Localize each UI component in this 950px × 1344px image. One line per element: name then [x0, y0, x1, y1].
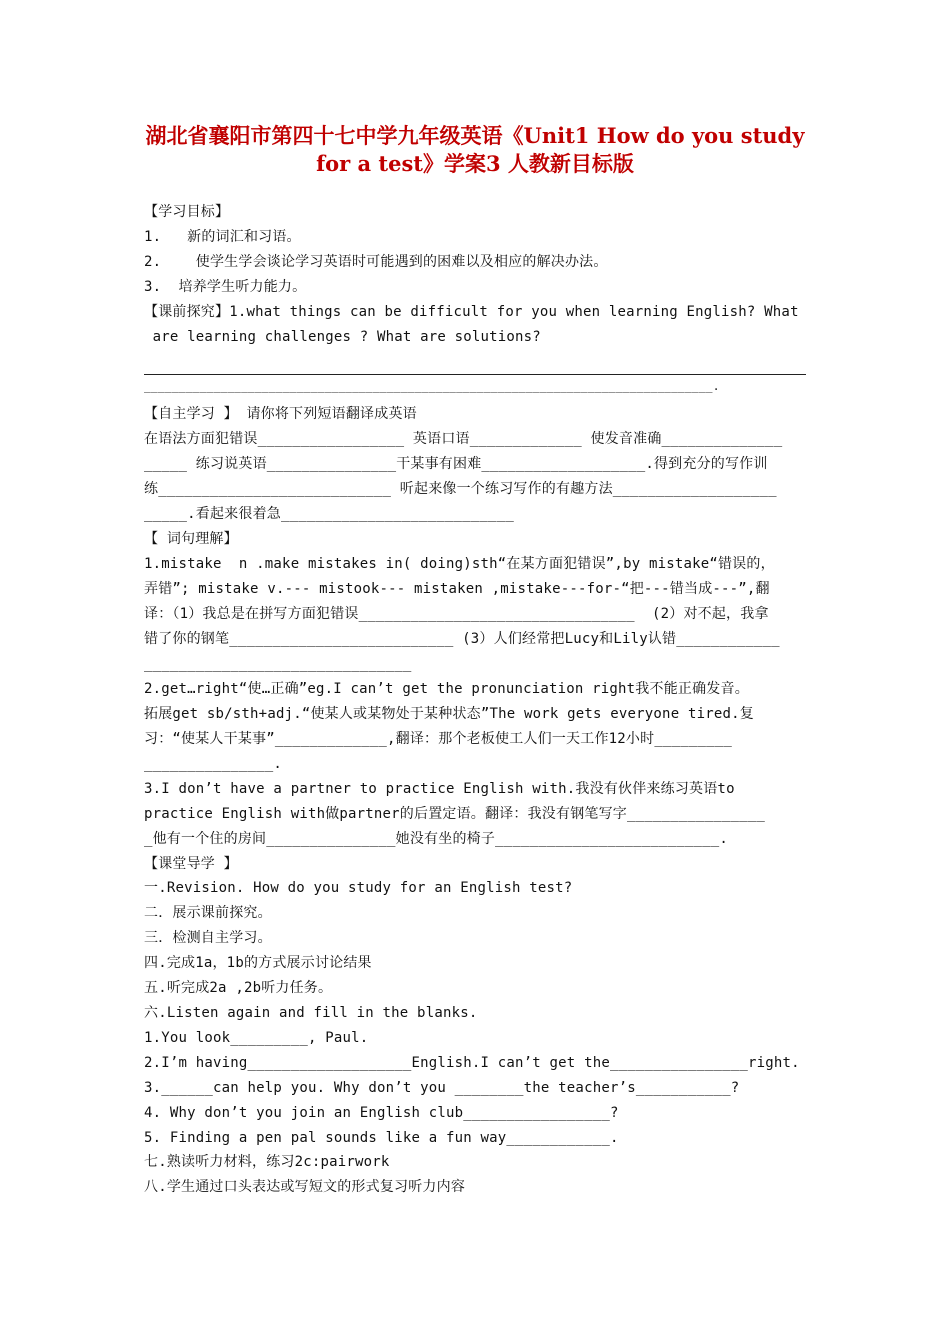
document-title [120, 122, 830, 178]
objectives-heading: 【学习目标】 [144, 204, 230, 220]
classroom-heading: 【课堂导学 】 [144, 856, 238, 872]
blank-item-2: 2.I’m having___________________English.I can’t get the________________right. [144, 1055, 800, 1071]
vocab-mistake-4: 错了你的钢笔__________________________ (3）人们经常把Lucy和Lily认错____________ [144, 631, 780, 647]
vocab-get-1: 2.get…right“使…正确”eg.I can’t get the pronunciation right我不能正确发音。 [144, 681, 749, 697]
self-study-line-1: 在语法方面犯错误_________________ 英语口语_____________ 使发音准确______________ [144, 431, 783, 447]
objective-2: 2. 使学生学会谈论学习英语时可能遇到的困难以及相应的解决办法。 [144, 254, 608, 270]
answer-blank: __________________________________________________________________________________. [144, 380, 720, 393]
blank-item-4: 4. Why don’t you join an English club_________________? [144, 1105, 619, 1121]
self-study-line-4: _____.看起来很着急___________________________ [144, 506, 514, 522]
preview-question-cont: are learning challenges ? What are solutions? [144, 329, 541, 345]
vocab-get-3: 习：“使某人干某事”_____________,翻译：那个老板使工人们一天工作12小时_________ [144, 731, 732, 747]
classroom-step-6: 六.Listen again and fill in the blanks. [144, 1005, 478, 1021]
classroom-step-7: 七.熟读听力材料，练习2c:pairwork [144, 1154, 390, 1170]
vocab-partner-2: practice English with做partner的后置定语。翻译：我没有钢笔写字________________ [144, 806, 766, 822]
self-study-heading: 【自主学习 】 请你将下列短语翻译成英语 [144, 406, 417, 422]
self-study-line-3: 练___________________________ 听起来像一个练习写作的有趣方法___________________ [144, 481, 777, 497]
vocab-partner-1: 3.I don’t have a partner to practice English with.我没有伙伴来练习英语to [144, 781, 735, 797]
vocab-heading: 【 词句理解】 [144, 531, 238, 547]
title-line-2: for a test》学案3 人教新目标版 [316, 151, 634, 176]
vocab-mistake-5: _______________________________ [144, 656, 412, 672]
vocab-mistake-2: 弄错”; mistake v.--- mistook--- mistaken ,mistake---for-“把---错当成---”,翻 [144, 581, 770, 597]
self-study-line-2: _____ 练习说英语_______________干某事有困难___________________.得到充分的写作训 [144, 456, 768, 472]
answer-rule [144, 374, 806, 375]
blank-item-3: 3.______can help you. Why don’t you ________the teacher’s___________? [144, 1080, 740, 1096]
classroom-step-2: 二．展示课前探究。 [144, 905, 272, 921]
classroom-step-3: 三．检测自主学习。 [144, 930, 272, 946]
vocab-partner-3: _他有一个住的房间_______________她没有坐的椅子__________________________. [144, 831, 729, 847]
vocab-mistake-1: 1.mistake n .make mistakes in( doing)sth“在某方面犯错误”,by mistake“错误的， [144, 556, 775, 572]
title-line-1: 湖北省襄阳市第四十七中学九年级英语《Unit1 How do you study [145, 123, 805, 148]
blank-item-1: 1.You look_________, Paul. [144, 1030, 369, 1046]
blank-item-5: 5. Finding a pen pal sounds like a fun way____________. [144, 1130, 619, 1146]
classroom-step-4: 四.完成1a，1b的方式展示讨论结果 [144, 955, 372, 971]
preview-question: 【课前探究】1.what things can be difficult for you when learning English? What [144, 304, 799, 320]
classroom-step-8: 八.学生通过口头表达或写短文的形式复习听力内容 [144, 1179, 466, 1195]
objective-3: 3. 培养学生听力能力。 [144, 279, 307, 295]
objective-1: 1. 新的词汇和习语。 [144, 229, 301, 245]
classroom-step-5: 五.听完成2a ,2b听力任务。 [144, 980, 333, 996]
vocab-mistake-3: 译：（1）我总是在拼写方面犯错误________________________________ (2）对不起，我拿 [144, 606, 769, 622]
vocab-get-2: 拓展get sb/sth+adj.“使某人或某物处于某种状态”The work gets everyone tired.复 [144, 706, 754, 722]
vocab-get-4: _______________. [144, 756, 283, 772]
classroom-step-1: 一.Revision. How do you study for an English test? [144, 880, 573, 896]
